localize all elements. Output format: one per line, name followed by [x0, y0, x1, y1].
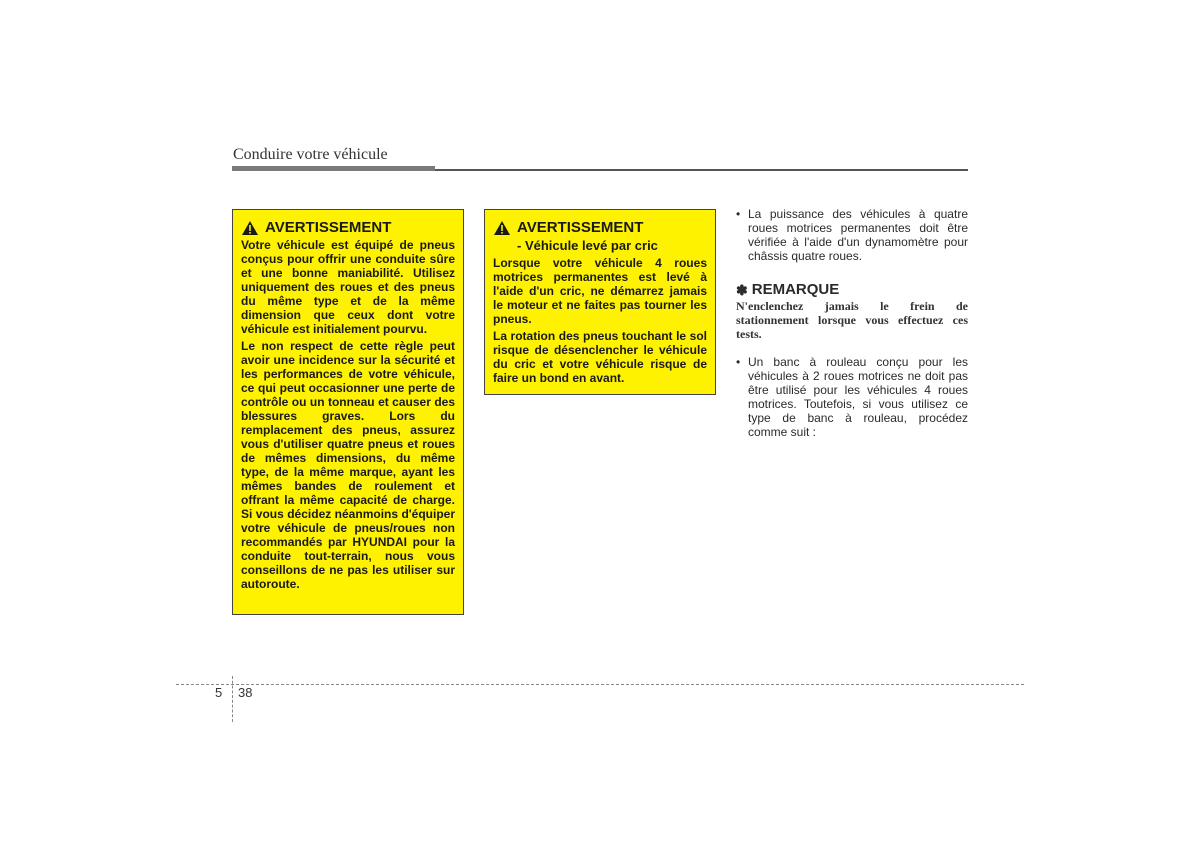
bullet-item — [736, 355, 968, 439]
warning-triangle-icon — [493, 220, 511, 236]
warning-title-text: AVERTISSEMENT — [265, 219, 392, 236]
page-header-title: Conduire votre véhicule — [233, 146, 388, 163]
warning-box-jack — [484, 209, 716, 395]
bullet-text: Un banc à rouleau conçu pour les véhicules à 2 roues motrices ne doit pas être utilisé pour les véhicules 4 roues motrices. Toutefois, si vous utilisez ce type de banc à rouleau, procédez comme suit : — [748, 355, 968, 439]
warning-box-tires — [232, 209, 464, 615]
warning-paragraph: Le non respect de cette règle peut avoir une incidence sur la sécurité et les performances de votre véhicule, ce qui peut occasionner une perte de contrôle ou un tonneau et causer des blessures graves. Lors du remplacement des pneus, assurez vous d'utiliser quatre pneus et roues de mêmes dimensions, du même type, de la même marque, ayant les mêmes bandes de roulement et offrant la même capacité de charge. Si vous décidez néanmoins d'équiper votre véhicule de pneus/roues non recommandés par HYUNDAI pour la conduite tout-terrain, nous vous conseillons de ne pas les utiliser sur autoroute. — [241, 339, 455, 591]
note-title-text: REMARQUE — [751, 281, 840, 298]
footer-vertical-rule — [232, 676, 233, 722]
footer-dashed-rule — [176, 684, 1024, 685]
bullet-item — [736, 207, 968, 263]
warning-triangle-icon — [241, 220, 259, 236]
warning-paragraph: Votre véhicule est équipé de pneus conçus pour offrir une conduite sûre et une bonne maniabilité. Utilisez uniquement des roues et des pneus du même type et de la même dimension que ceux dont votre véhicule est initialement pourvu. — [241, 238, 455, 336]
note-body: N'enclenchez jamais le frein de stationnement lorsque vous effectuez ces tests. — [736, 299, 968, 341]
note-heading — [736, 281, 968, 299]
bullet-mark: • — [736, 355, 741, 369]
chapter-number: 5 — [215, 685, 223, 700]
right-column — [736, 207, 968, 439]
warning-title — [241, 219, 455, 237]
header-rule-thin — [435, 169, 968, 171]
note-star-icon: ✽ — [736, 282, 748, 298]
warning-paragraph: La rotation des pneus touchant le sol risque de désenclencher le véhicule du cric et votre véhicule risque de faire un bond en avant. — [493, 329, 707, 385]
warning-paragraph: Lorsque votre véhicule 4 roues motrices permanentes est levé à l'aide d'un cric, ne démarrez jamais le moteur et ne faites pas tourner les pneus. — [493, 256, 707, 326]
bullet-mark: • — [736, 207, 741, 221]
warning-title-text: AVERTISSEMENT — [517, 219, 644, 236]
header-rule-thick — [232, 166, 435, 171]
warning-title — [493, 219, 707, 237]
warning-subtitle: - Véhicule levé par cric — [517, 238, 658, 253]
page-number: 38 — [238, 685, 253, 700]
bullet-text: La puissance des véhicules à quatre roues motrices permanentes doit être vérifiée à l'aide d'un dynamomètre pour châssis quatre roues. — [748, 207, 968, 263]
